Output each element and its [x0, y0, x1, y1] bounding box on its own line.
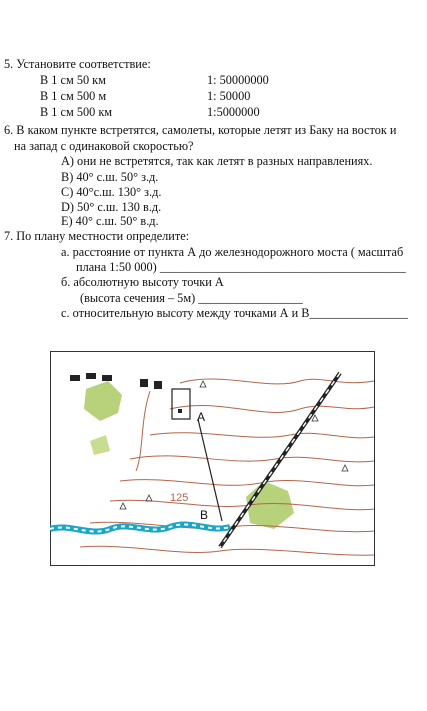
q5-left-3: В 1 см 500 км — [40, 105, 113, 119]
q6-title-line1: 6. В каком пункте встретятся, самолеты, которые летят из Баку на восток и — [4, 123, 397, 137]
q7-item-b-line1: б. абсолютную высоту точки А — [61, 275, 224, 289]
q5-right-3: 1:5000000 — [207, 105, 260, 119]
q6-option-b: B) 40° с.ш. 50° з.д. — [61, 170, 159, 184]
q7-item-a-line2: плана 1:50 000) ________________________________________ — [76, 260, 406, 274]
contour-label: 125 — [170, 492, 189, 504]
q7-item-b-line2: (высота сечения – 5м) _________________ — [80, 291, 303, 305]
q6-option-a: A) они не встретятся, так как летят в разных направлениях. — [61, 154, 373, 168]
q5-right-1: 1: 50000000 — [207, 73, 269, 87]
q6-option-d: D) 50° с.ш. 130 в.д. — [61, 200, 162, 214]
point-b-label: B — [200, 508, 209, 522]
q7-item-a-line1: a. расстояние от пункта А до железнодорожного моста ( масштаб — [61, 245, 404, 259]
q6-option-c: C) 40°с.ш. 130° з.д. — [61, 185, 162, 199]
q5-title: 5. Установите соответствие: — [4, 57, 151, 71]
q6-option-e: E) 40° с.ш. 50° в.д. — [61, 214, 159, 228]
q5-left-2: В 1 см 500 м — [40, 89, 107, 103]
q5-left-1: В 1 см 50 км — [40, 73, 106, 87]
point-a-label: A — [197, 410, 206, 424]
q7-title: 7. По плану местности определите: — [4, 229, 190, 243]
q5-right-2: 1: 50000 — [207, 89, 251, 103]
topographic-map — [50, 351, 375, 566]
q6-title-line2: на запад с одинаковой скоростью? — [14, 139, 194, 153]
q7-item-c: c. относительную высоту между точками А и В________________ — [61, 306, 408, 320]
